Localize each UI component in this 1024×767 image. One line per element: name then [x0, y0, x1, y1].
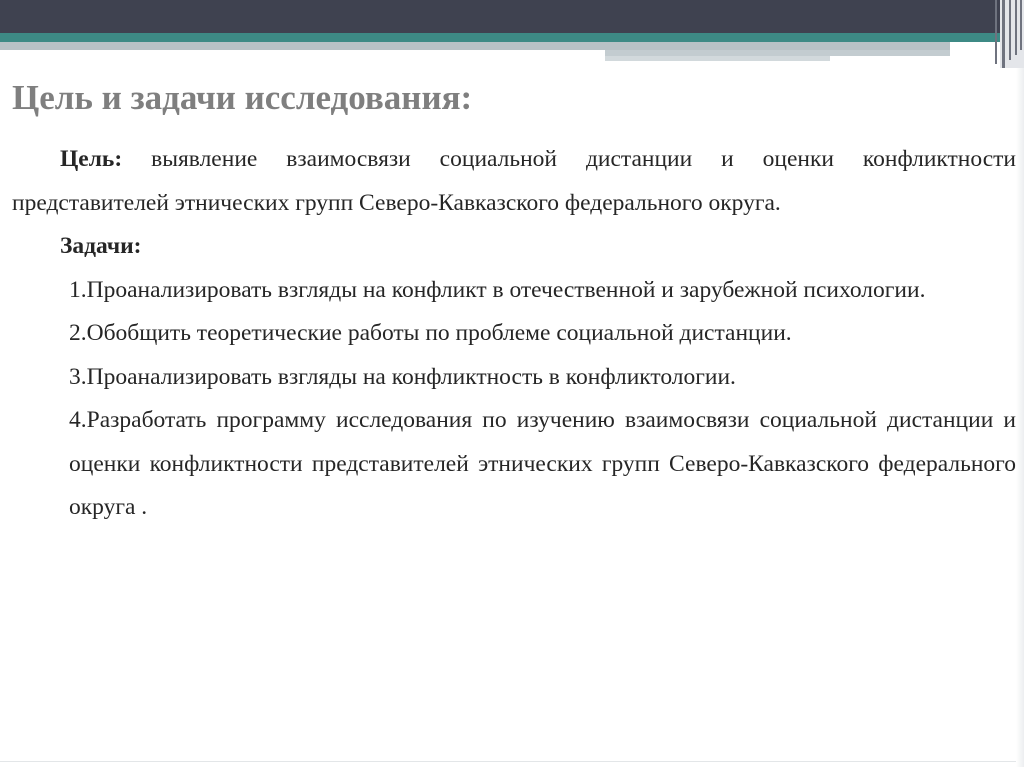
tasks-heading: Задачи:: [60, 233, 142, 259]
header-stripe: [995, 0, 997, 64]
header-stripe: [1009, 0, 1011, 60]
goal-label: Цель:: [60, 146, 123, 172]
header-stripe: [1020, 0, 1022, 50]
task-item: 4.Разработать программу исследования по изучению взаимосвязи социальной дистанции и оценки конфликтности представителей этнических групп Северо-Кавказского федерального округа .: [69, 407, 1016, 520]
header-band-dark: [0, 0, 1024, 33]
task-item: 1.Проанализировать взгляды на конфликт в отечественной и зарубежной психологии.: [69, 276, 926, 303]
header-stripe: [1002, 0, 1005, 68]
goal-text: выявление взаимосвязи социальной дистанции и оценки конфликтности представителей этнических групп Северо-Кавказского федерального округа.: [12, 146, 1016, 216]
right-edge-shadow: [1016, 68, 1024, 767]
header-stripe: [1015, 0, 1017, 55]
goal-paragraph: [12, 138, 1016, 225]
header-band-grey: [0, 42, 950, 50]
header-band-teal: [0, 33, 1000, 42]
task-item: 2.Обобщить теоретические работы по проблеме социальной дистанции.: [69, 320, 792, 346]
task-item: 3.Проанализировать взгляды на конфликтность в конфликтологии.: [69, 363, 736, 390]
header-band-lighter: [605, 56, 830, 61]
bottom-divider: [0, 761, 1016, 762]
slide-title: Цель и задачи исследования:: [12, 78, 473, 117]
slide-body: [12, 138, 1016, 530]
